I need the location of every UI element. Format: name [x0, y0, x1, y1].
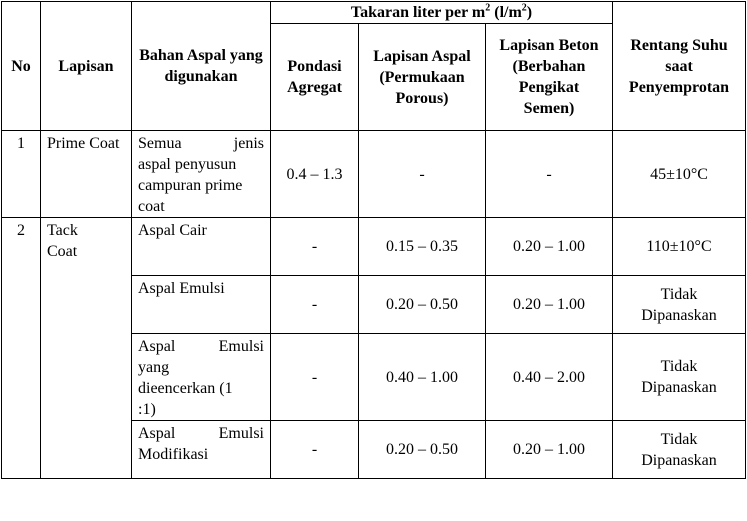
row-bahan: Aspal Emulsi [132, 276, 271, 334]
header-rentang-suhu: Rentang Suhu saat Penyemprotan [613, 2, 746, 131]
row-beton: 0.20 – 1.00 [486, 218, 613, 276]
row-number: 2 [2, 218, 41, 479]
header-lapisan-aspal: Lapisan Aspal (Permukaan Porous) [359, 24, 486, 131]
header-takaran: Takaran liter per $m^2$ $(l/m^2)$ [271, 2, 613, 24]
table-row [2, 131, 746, 218]
row-lapisan: Tack Coat [41, 218, 132, 479]
row-number: 1 [2, 131, 41, 218]
row-beton: - [486, 131, 613, 218]
header-bahan: Bahan Aspal yang digunakan [132, 2, 271, 131]
header-pondasi-agregat: Pondasi Agregat [271, 24, 359, 131]
row-suhu: 110±10°C [613, 218, 746, 276]
row-suhu: Tidak Dipanaskan [613, 276, 746, 334]
row-aspal: 0.40 – 1.00 [359, 334, 486, 421]
row-pondasi: - [271, 421, 359, 479]
row-pondasi: - [271, 276, 359, 334]
row-bahan: Aspal Emulsi yang dieencerkan (1 :1) [132, 334, 271, 421]
row-beton: 0.20 – 1.00 [486, 421, 613, 479]
row-aspal: 0.20 – 0.50 [359, 421, 486, 479]
header-lapisan-beton: Lapisan Beton (Berbahan Pengikat Semen) [486, 24, 613, 131]
row-aspal: 0.20 – 0.50 [359, 276, 486, 334]
row-bahan: Aspal Cair [132, 218, 271, 276]
row-suhu: Tidak Dipanaskan [613, 334, 746, 421]
row-pondasi: 0.4 – 1.3 [271, 131, 359, 218]
row-beton: 0.40 – 2.00 [486, 334, 613, 421]
row-aspal: - [359, 131, 486, 218]
row-pondasi: - [271, 334, 359, 421]
row-bahan: Semua jenis aspal penyusun campuran prime coat [132, 131, 271, 218]
row-pondasi: - [271, 218, 359, 276]
header-no: No [2, 2, 41, 131]
row-bahan: Aspal Emulsi Modifikasi [132, 421, 271, 479]
table-row [2, 218, 746, 276]
row-aspal: 0.15 – 0.35 [359, 218, 486, 276]
row-beton: 0.20 – 1.00 [486, 276, 613, 334]
header-lapisan: Lapisan [41, 2, 132, 131]
row-lapisan: Prime Coat [41, 131, 132, 218]
asphalt-spray-rate-table [1, 1, 746, 479]
row-suhu: 45±10°C [613, 131, 746, 218]
row-suhu: Tidak Dipanaskan [613, 421, 746, 479]
